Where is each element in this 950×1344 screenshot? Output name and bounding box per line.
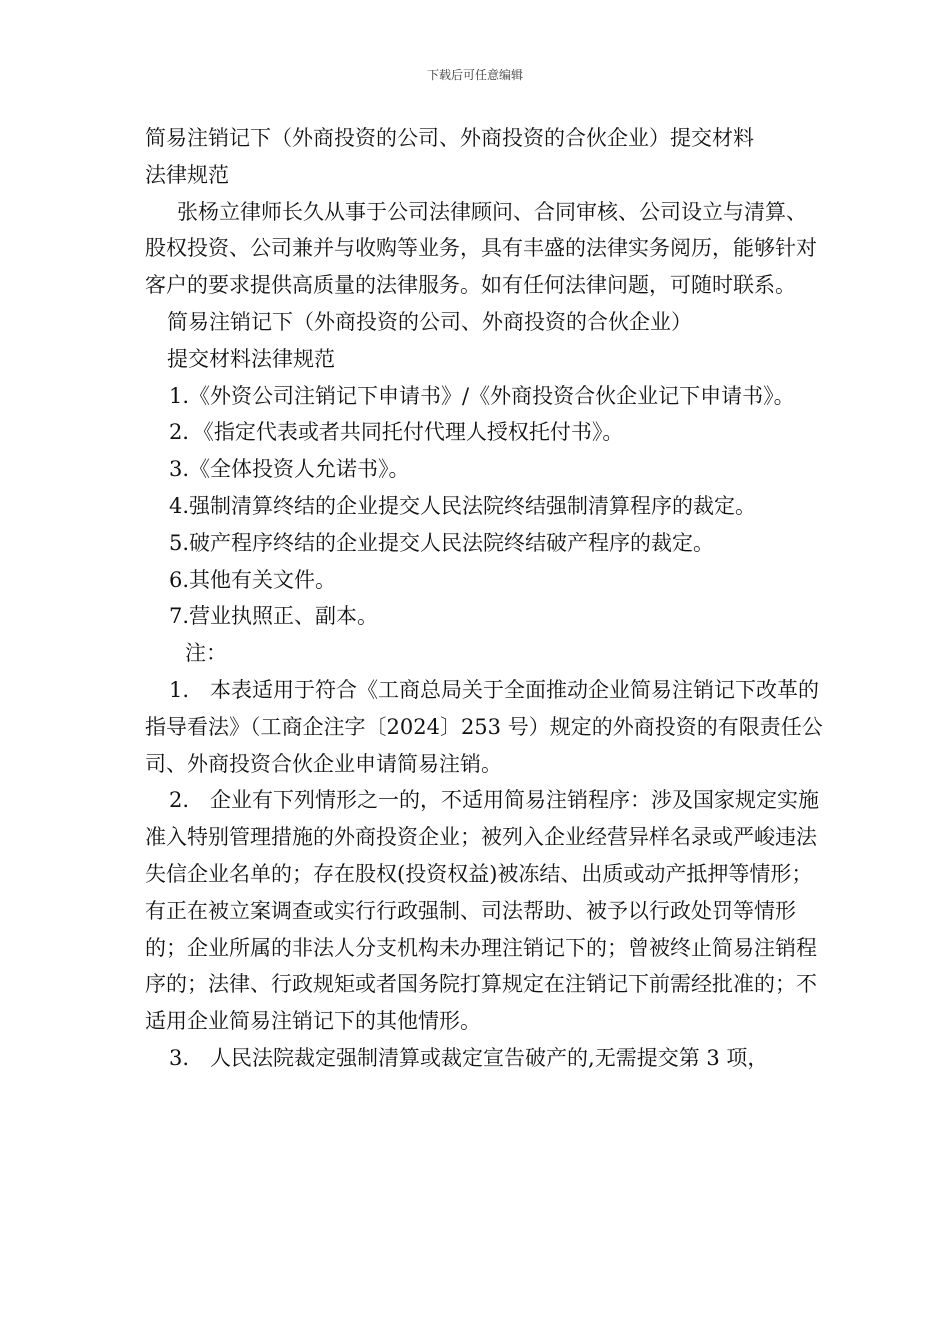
list-item-3: 3.《全体投资人允诺书》。 <box>169 457 410 482</box>
intro-paragraph: 张杨立律师长久从事于公司法律顾问、合同审核、公司设立与清算、股权投资、公司兼并与收购等业务，具有丰盛的法律实务阅历，能够针对客户的要求提供高质量的法律服务。如有任何法律问题，可随时联系。 <box>145 199 817 298</box>
list-item-7: 7.营业执照正、副本。 <box>169 604 379 629</box>
note-1: 1. 本表适用于符合《工商总局关于全面推动企业简易注销记下改革的指导看法》（工商企注字〔2024〕253 号）规定的外商投资的有限责任公司、外商投资合伙企业申请简易注销。 <box>145 677 823 776</box>
title-line-1: 简易注销记下（外商投资的公司、外商投资的合伙企业）提交材料 <box>145 126 754 150</box>
notes-label: 注： <box>185 641 227 666</box>
list-item-4: 4.强制清算终结的企业提交人民法院终结强制清算程序的裁定。 <box>169 493 757 518</box>
list-item-6: 6.其他有关文件。 <box>169 567 337 592</box>
title-line-2: 法律规范 <box>145 162 229 187</box>
document-body <box>145 120 825 1077</box>
note-3: 3. 人民法院裁定强制清算或裁定宣告破产的,无需提交第 3 项， <box>169 1045 769 1070</box>
note-2: 2. 企业有下列情形之一的，不适用简易注销程序：涉及国家规定实施准入特别管理措施的外商投资企业；被列入企业经营异样名录或严峻违法失信企业名单的；存在股权(投资权益)被冻结、出质或动产抵押等情形；有正在被立案调查或实行行政强制、司法帮助、被予以行政处罚等情形的；企业所属的非法人分支机构未办理注销记下的；曾被终止简易注销程序的；法律、行政规矩或者国务院打算规定在注销记下前需经批准的；不适用企业简易注销记下的其他情形。 <box>145 788 820 1034</box>
list-item-5: 5.破产程序终结的企业提交人民法院终结破产程序的裁定。 <box>169 530 715 555</box>
list-item-1: 1.《外资公司注销记下申请书》/《外商投资合伙企业记下申请书》。 <box>169 383 795 408</box>
list-item-2: 2．《指定代表或者共同托付代理人授权托付书》。 <box>169 420 624 445</box>
subtitle-line-1: 简易注销记下（外商投资的公司、外商投资的合伙企业） <box>167 309 692 334</box>
subtitle-line-2: 提交材料法律规范 <box>167 346 335 371</box>
page-header: 下载后可任意编辑 <box>426 68 523 82</box>
